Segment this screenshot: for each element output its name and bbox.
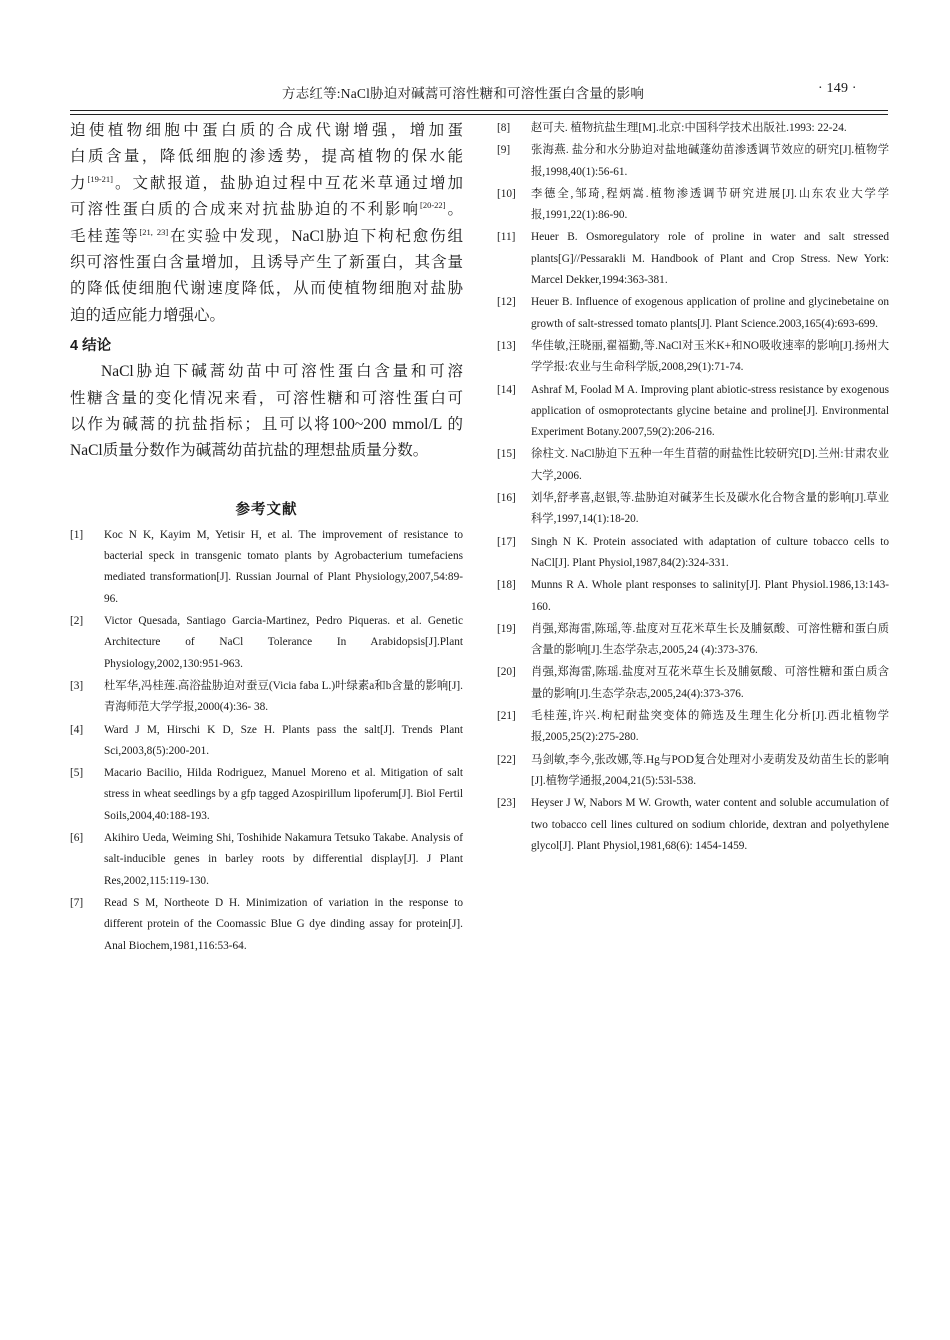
body-text: 迫的适应能力增强心。: [70, 306, 226, 324]
body-text: 织可溶性蛋白含量增加，且诱导产生了新蛋白，其含量: [70, 254, 463, 272]
references-title: 参考文献: [235, 501, 298, 518]
body-text: 力: [70, 174, 88, 192]
reference-text: 马剑敏,李今,张改娜,等.Hg与POD复合处理对小麦萌发及幼苗生长的影响[J].植物学通报,2004,21(5):53l-538.: [531, 753, 889, 787]
body-text: 的降低使细胞代谢速度降低，从而使植物细胞对盐胁: [70, 280, 463, 298]
reference-text: Munns R A. Whole plant responses to salinity[J]. Plant Physiol.1986,13:143-160.: [531, 579, 889, 613]
header-rule-thick: [70, 110, 888, 111]
reference-number: [16]: [497, 492, 516, 505]
reference-text: Ashraf M, Foolad M A. Improving plant abiotic-stress resistance by exogenous application of osmoprotectants glycine betaine and proline[J]. Environmental Experiment Botany.2007,59(2):206-216.: [531, 383, 889, 439]
body-paragraph-1: [70, 118, 463, 329]
body-text: NaCl胁迫下碱蒿幼苗中可溶性蛋白含量和可溶: [101, 363, 463, 381]
body-line: [70, 412, 463, 438]
body-line: [70, 144, 463, 170]
reference-item: [70, 611, 463, 675]
reference-item: [497, 488, 889, 531]
reference-number: [23]: [497, 797, 516, 810]
reference-number: [18]: [497, 579, 516, 592]
reference-item: [497, 706, 889, 749]
reference-number: [15]: [497, 448, 516, 461]
reference-number: [2]: [70, 615, 84, 628]
reference-number: [9]: [497, 144, 511, 157]
body-text: 白质含量，降低细胞的渗透势，提高植物的保水能: [70, 148, 463, 166]
citation: [21, 23]: [139, 226, 169, 237]
running-title: 方志红等:NaCl胁迫对碱蒿可溶性糖和可溶性蛋白含量的影响: [282, 86, 645, 101]
body-line: [70, 250, 463, 276]
body-line: [70, 438, 463, 464]
reference-item: [497, 140, 889, 183]
body-text: 在实验中发现，NaCl胁迫下枸杞愈伤组: [168, 227, 463, 245]
reference-text: 张海燕. 盐分和水分胁迫对盐地碱蓬幼苗渗透调节效应的研究[J].植物学报,1998,40(1):56-61.: [531, 144, 889, 178]
citation: [19-21]: [87, 173, 113, 184]
reference-item: [497, 184, 889, 227]
reference-item: [497, 336, 889, 379]
reference-number: [3]: [70, 679, 84, 692]
body-text: 。文献报道，盐胁迫过程中互花米草通过增加: [113, 174, 463, 192]
reference-text: 徐柱文. NaCl胁迫下五种一年生苜蓿的耐盐性比较研究[D].兰州:甘肃农业大学,2006.: [531, 448, 889, 482]
reference-item: [70, 525, 463, 610]
reference-number: [20]: [497, 666, 516, 679]
reference-number: [1]: [70, 528, 84, 541]
reference-number: [22]: [497, 753, 516, 766]
left-column: [70, 118, 463, 958]
reference-number: [11]: [497, 231, 516, 244]
reference-item: [497, 532, 889, 575]
reference-text: Ward J M, Hirschi K D, Sze H. Plants pass the salt[J]. Trends Plant Sci,2003,8(5):200-201.: [104, 723, 463, 757]
reference-text: Heuer B. Osmoregulatory role of proline in water and salt stressed plants[G]//Pessarakli M. Handbook of Plant and Crop Stress. New York: Marcel Dekker,1994:363-381.: [531, 231, 889, 287]
right-column: [497, 118, 889, 858]
reference-number: [14]: [497, 383, 516, 396]
reference-text: 刘华,舒孝喜,赵银,等.盐胁迫对碱茅生长及碳水化合物含量的影响[J].草业科学,1997,14(1):18-20.: [531, 492, 889, 526]
body-text: 可溶性蛋白质的合成来对抗盐胁迫的不利影响: [70, 201, 420, 219]
body-line: [70, 224, 463, 250]
reference-item: [70, 763, 463, 827]
reference-text: 华佳敏,汪晓丽,翟福勤,等.NaCl对玉米K+和NO吸收速率的影响[J].扬州大学学报:农业与生命科学版,2008,29(1):71-74.: [531, 339, 889, 374]
reference-item: [497, 227, 889, 291]
reference-item: [70, 676, 463, 719]
body-line: [70, 171, 463, 197]
reference-item: [497, 118, 889, 139]
reference-number: [12]: [497, 296, 516, 309]
body-text: 。: [445, 201, 463, 219]
reference-number: [5]: [70, 767, 84, 780]
reference-number: [17]: [497, 535, 516, 548]
reference-number: [21]: [497, 710, 516, 723]
page-number: · 149 ·: [818, 81, 857, 96]
reference-text: Singh N K. Protein associated with adaptation of culture tobacco cells to NaCl[J]. Plant Physiol,1987,84(2):324-331.: [531, 535, 889, 569]
reference-number: [10]: [497, 187, 516, 200]
reference-item: [497, 750, 889, 793]
body-paragraph-2: [70, 359, 463, 465]
reference-number: [4]: [70, 723, 84, 736]
reference-number: [7]: [70, 896, 84, 909]
reference-item: [70, 828, 463, 892]
reference-text: 李德全,邹琦,程炳嵩.植物渗透调节研究进展[J].山东农业大学学报,1991,22(1):86-90.: [531, 187, 889, 222]
reference-item: [70, 893, 463, 957]
reference-item: [497, 380, 889, 444]
header-rule-thin: [70, 114, 888, 115]
reference-text: 肖强,郑海雷,陈瑶.盐度对互花米草生长及脯氨酸、可溶性糖和蛋白质含量的影响[J].生态学杂志,2005,24(4):373-376.: [531, 666, 889, 700]
body-text: NaCl质量分数作为碱蒿幼苗抗盐的理想盐质量分数。: [70, 442, 429, 460]
reference-text: Read S M, Northeote D H. Minimization of variation in the response to different protein of the Coomassic Blue G dye dinding assay for protein[J]. Anal Biochem,1981,116:53-64.: [104, 896, 463, 952]
body-line: [70, 197, 463, 223]
reference-number: [19]: [497, 622, 516, 635]
body-text: 以作为碱蒿的抗盐指标；且可以将100~200 mmol/L 的: [70, 416, 463, 434]
reference-item: [497, 793, 889, 857]
citation: [20-22]: [419, 200, 446, 211]
reference-item: [497, 619, 889, 662]
body-text: 迫使植物细胞中蛋白质的合成代谢增强，增加蛋: [70, 122, 463, 139]
reference-number: [13]: [497, 339, 516, 352]
reference-number: [8]: [497, 122, 511, 134]
body-line: [70, 303, 463, 329]
reference-text: 毛桂莲,许兴.枸杞耐盐突变体的筛选及生理生化分析[J].西北植物学报,2005,25(2):275-280.: [531, 710, 889, 744]
reference-text: Heyser J W, Nabors M W. Growth, water content and soluble accumulation of two tobacco cell lines cultured on sodium chloride, dextran and polyethylene glycol[J]. Plant Physiol,1981,68(6): 1454-1459.: [531, 797, 889, 852]
reference-text: Heuer B. Influence of exogenous application of proline and glycinebetaine on growth of salt-stressed tomato plants[J]. Plant Science.2003,165(4):693-699.: [531, 296, 889, 330]
body-line: [70, 118, 463, 144]
reference-text: 杜军华,冯桂莲.高浴盐胁迫对蚕豆(Vicia faba L.)叶绿素a和b含量的影响[J].青海师范大学学报,2000(4):36- 38.: [104, 679, 463, 714]
reference-text: 肖强,郑海雷,陈瑶,等.盐度对互花米草生长及脯氨酸、可溶性糖和蛋白质含量的影响[J].生态学杂志,2005,24 (4):373-376.: [531, 622, 889, 657]
body-text: 性糖含量的变化情况来看，可溶性糖和可溶性蛋白可: [70, 389, 463, 407]
body-line: [70, 276, 463, 302]
running-header: [0, 80, 950, 102]
reference-item: [497, 292, 889, 335]
reference-text: 赵可夫. 植物抗盐生理[M].北京:中国科学技术出版社.1993: 22-24.: [531, 122, 847, 134]
reference-item: [497, 575, 889, 618]
section-heading: 4 结论: [70, 338, 112, 355]
reference-text: Victor Quesada, Santiago Garcia-Martinez, Pedro Piqueras. et al. Genetic Architecture of NaCl Tolerance In Arabidopsis[J].Plant Physiology,2002,130:951-963.: [104, 615, 463, 670]
reference-text: Macario Bacilio, Hilda Rodriguez, Manuel Moreno et al. Mitigation of salt stress in wheat seedlings by a gfp tagged Azospirillum lipoferum[J]. Biol Fertil Soils,2004,40:188-193.: [104, 767, 463, 822]
body-line: [70, 359, 463, 385]
body-line: [70, 386, 463, 412]
reference-item: [70, 720, 463, 763]
reference-item: [497, 662, 889, 705]
reference-text: Akihiro Ueda, Weiming Shi, Toshihide Nakamura Tetsuko Takabe. Analysis of salt-inducible genes in barley roots by differential display[J]. J Plant Res,2002,115:119-130.: [104, 832, 463, 887]
body-text: 毛桂莲等: [70, 227, 140, 245]
reference-number: [6]: [70, 832, 84, 845]
reference-item: [497, 444, 889, 487]
reference-text: Koc N K, Kayim M, Yetisir H, et al. The improvement of resistance to bacterial speck in transgenic tomato plants by Agrobacterium tumefaciens mediated transformation[J]. Russian Journal of Plant Physiology,2007,54:89-96.: [104, 528, 463, 605]
